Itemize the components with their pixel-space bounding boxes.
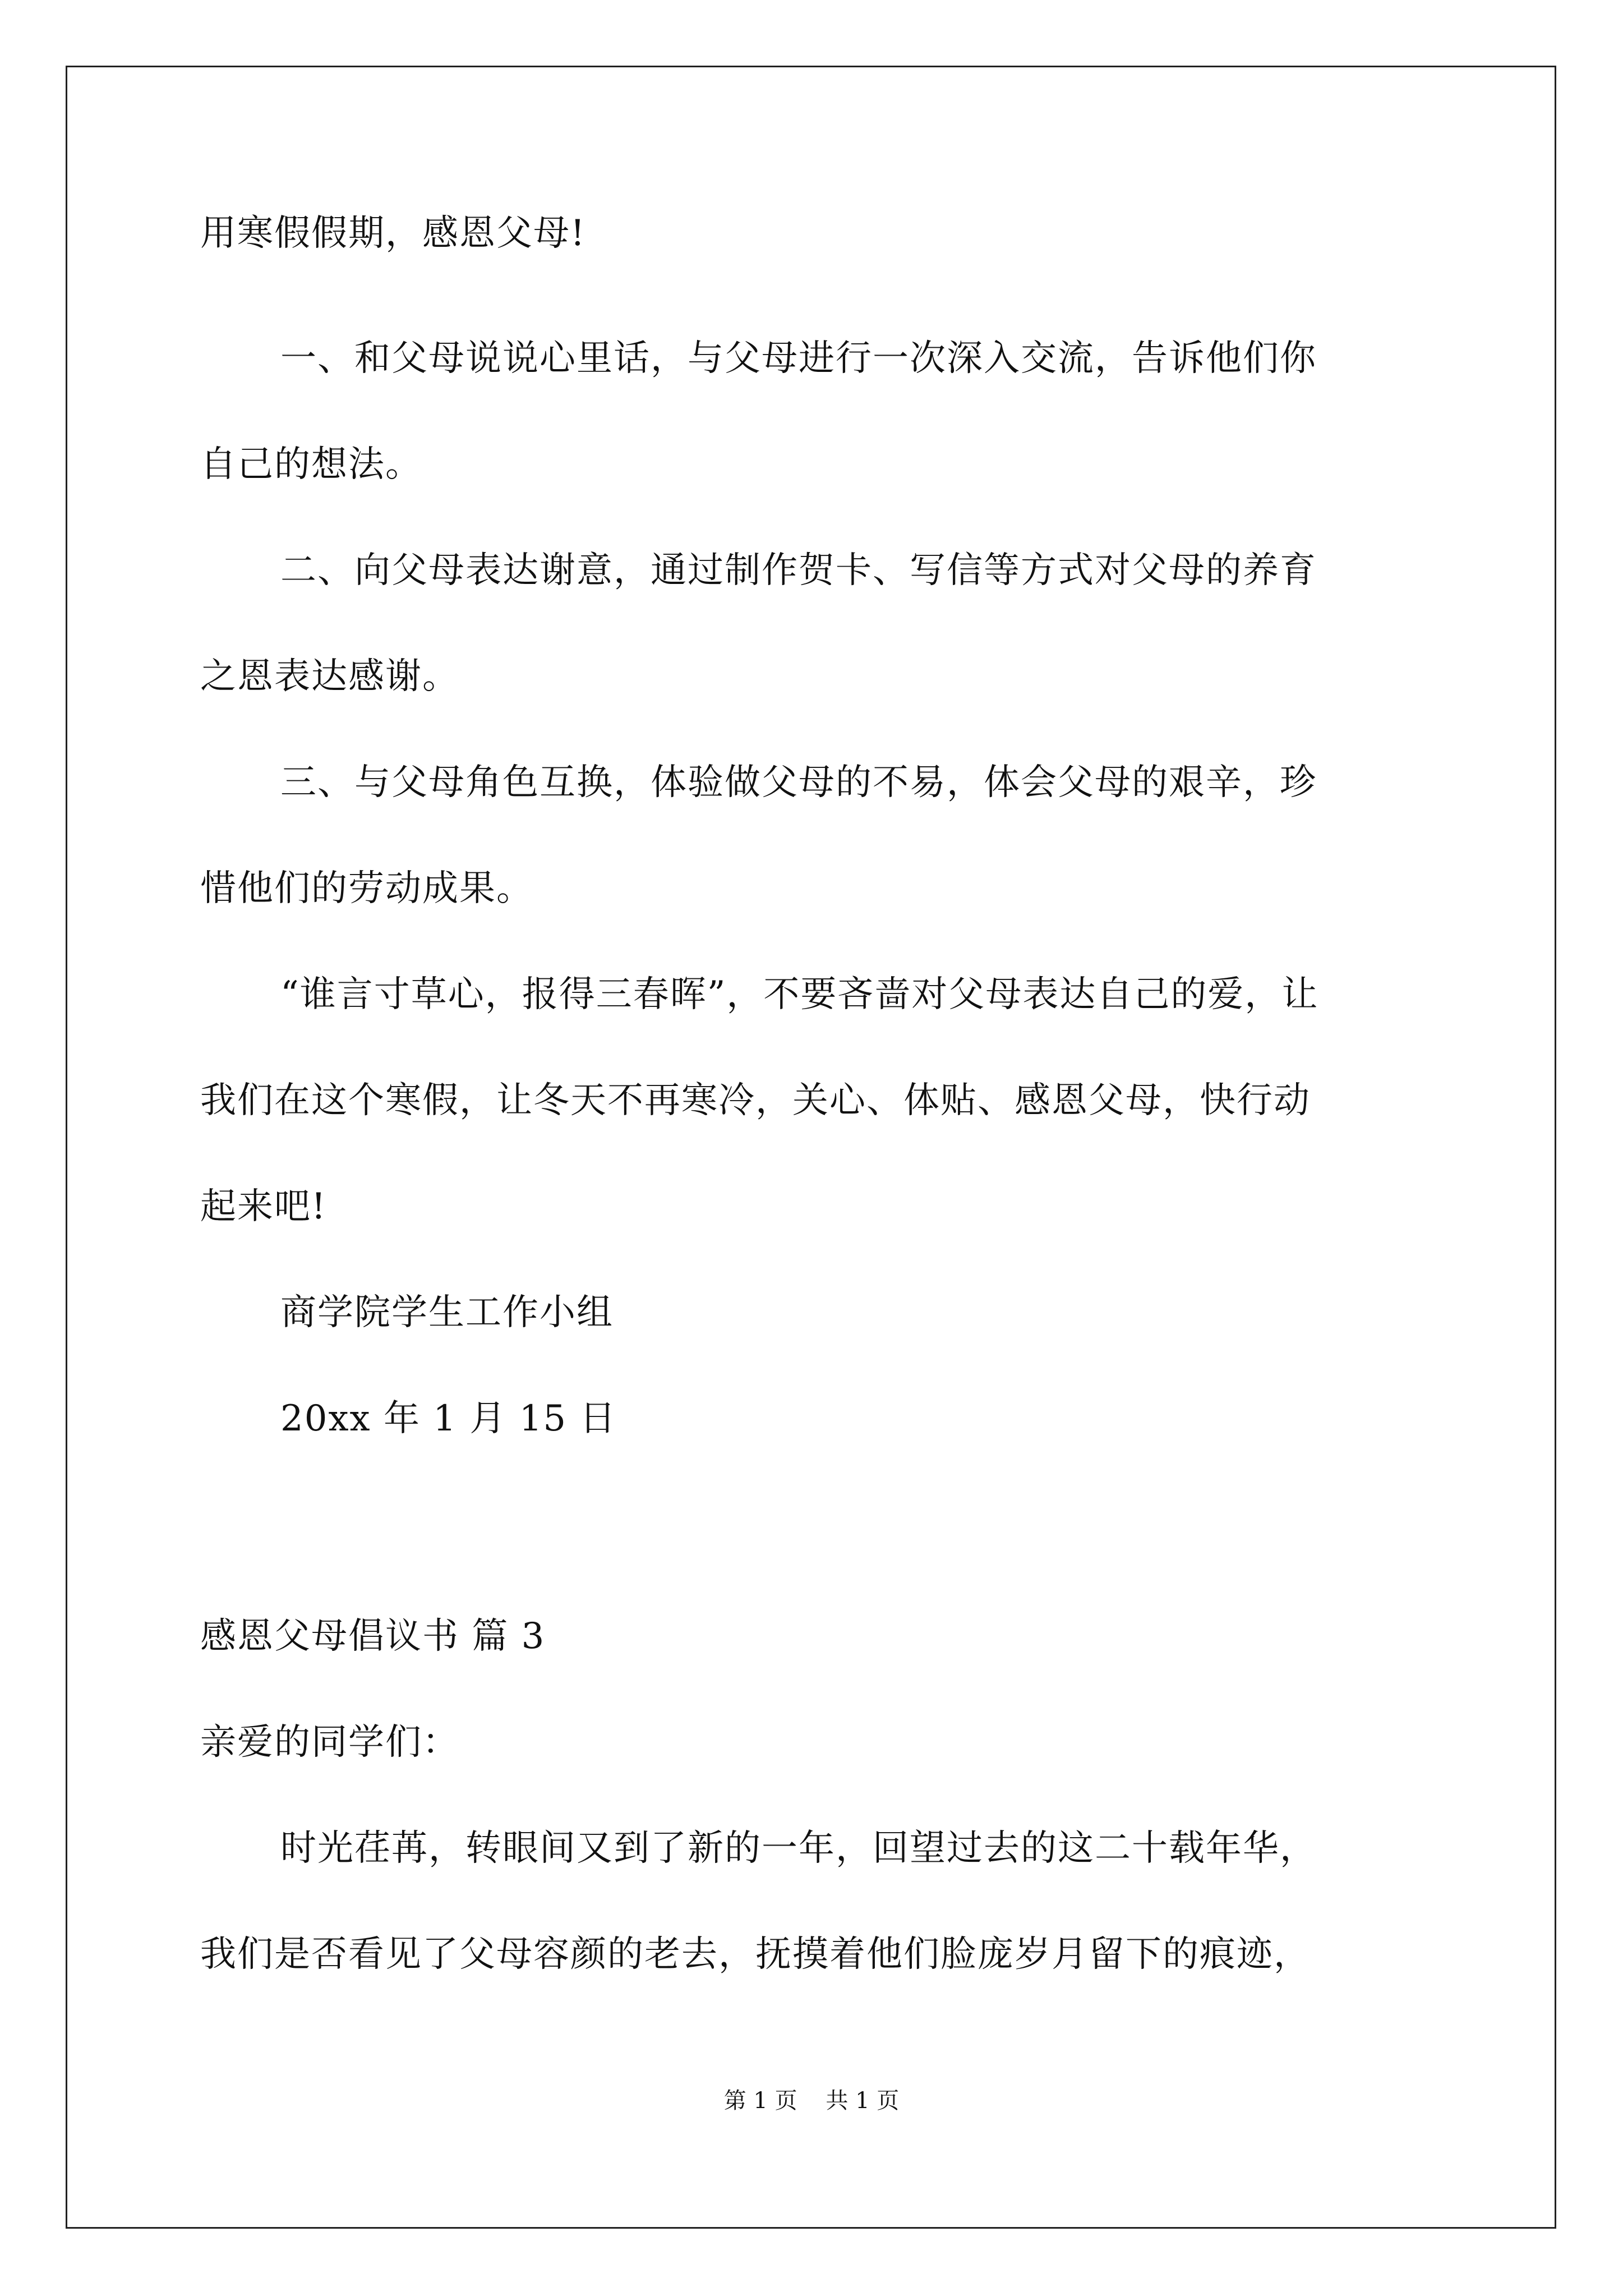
text-line: 一、和父母说说心里话，与父母进行一次深入交流，告诉他们你 <box>280 338 1317 379</box>
page-number-footer: 第 1 页 共 1 页 <box>723 2088 900 2114</box>
text-line: 三、与父母角色互换，体验做父母的不易，体会父母的艰辛，珍 <box>280 762 1317 803</box>
text-line: 我们是否看见了父母容颜的老去，抚摸着他们脸庞岁月留下的痕迹， <box>200 1934 1311 1975</box>
text-line: 惜他们的劳动成果。 <box>200 868 533 909</box>
text-line: 用寒假假期，感恩父母! <box>200 213 586 254</box>
text-line: “谁言寸草心，报得三春晖”，不要吝啬对父母表达自己的爱，让 <box>280 974 1319 1015</box>
text-line: 时光荏苒，转眼间又到了新的一年，回望过去的这二十载年华， <box>280 1828 1317 1869</box>
text-line: 我们在这个寒假，让冬天不再寒冷，关心、体贴、感恩父母，快行动 <box>200 1080 1311 1121</box>
section-heading: 感恩父母倡议书 篇 3 <box>200 1616 546 1657</box>
text-line: 自己的想法。 <box>200 444 422 485</box>
salutation: 亲爱的同学们： <box>200 1722 459 1763</box>
signature-organization: 商学院学生工作小组 <box>280 1292 614 1333</box>
page-border <box>66 66 1556 2229</box>
signature-date: 20xx 年 1 月 15 日 <box>280 1398 617 1439</box>
text-line: 起来吧! <box>200 1186 327 1227</box>
text-line: 二、向父母表达谢意，通过制作贺卡、写信等方式对父母的养育 <box>280 550 1317 591</box>
text-line: 之恩表达感谢。 <box>200 656 459 697</box>
